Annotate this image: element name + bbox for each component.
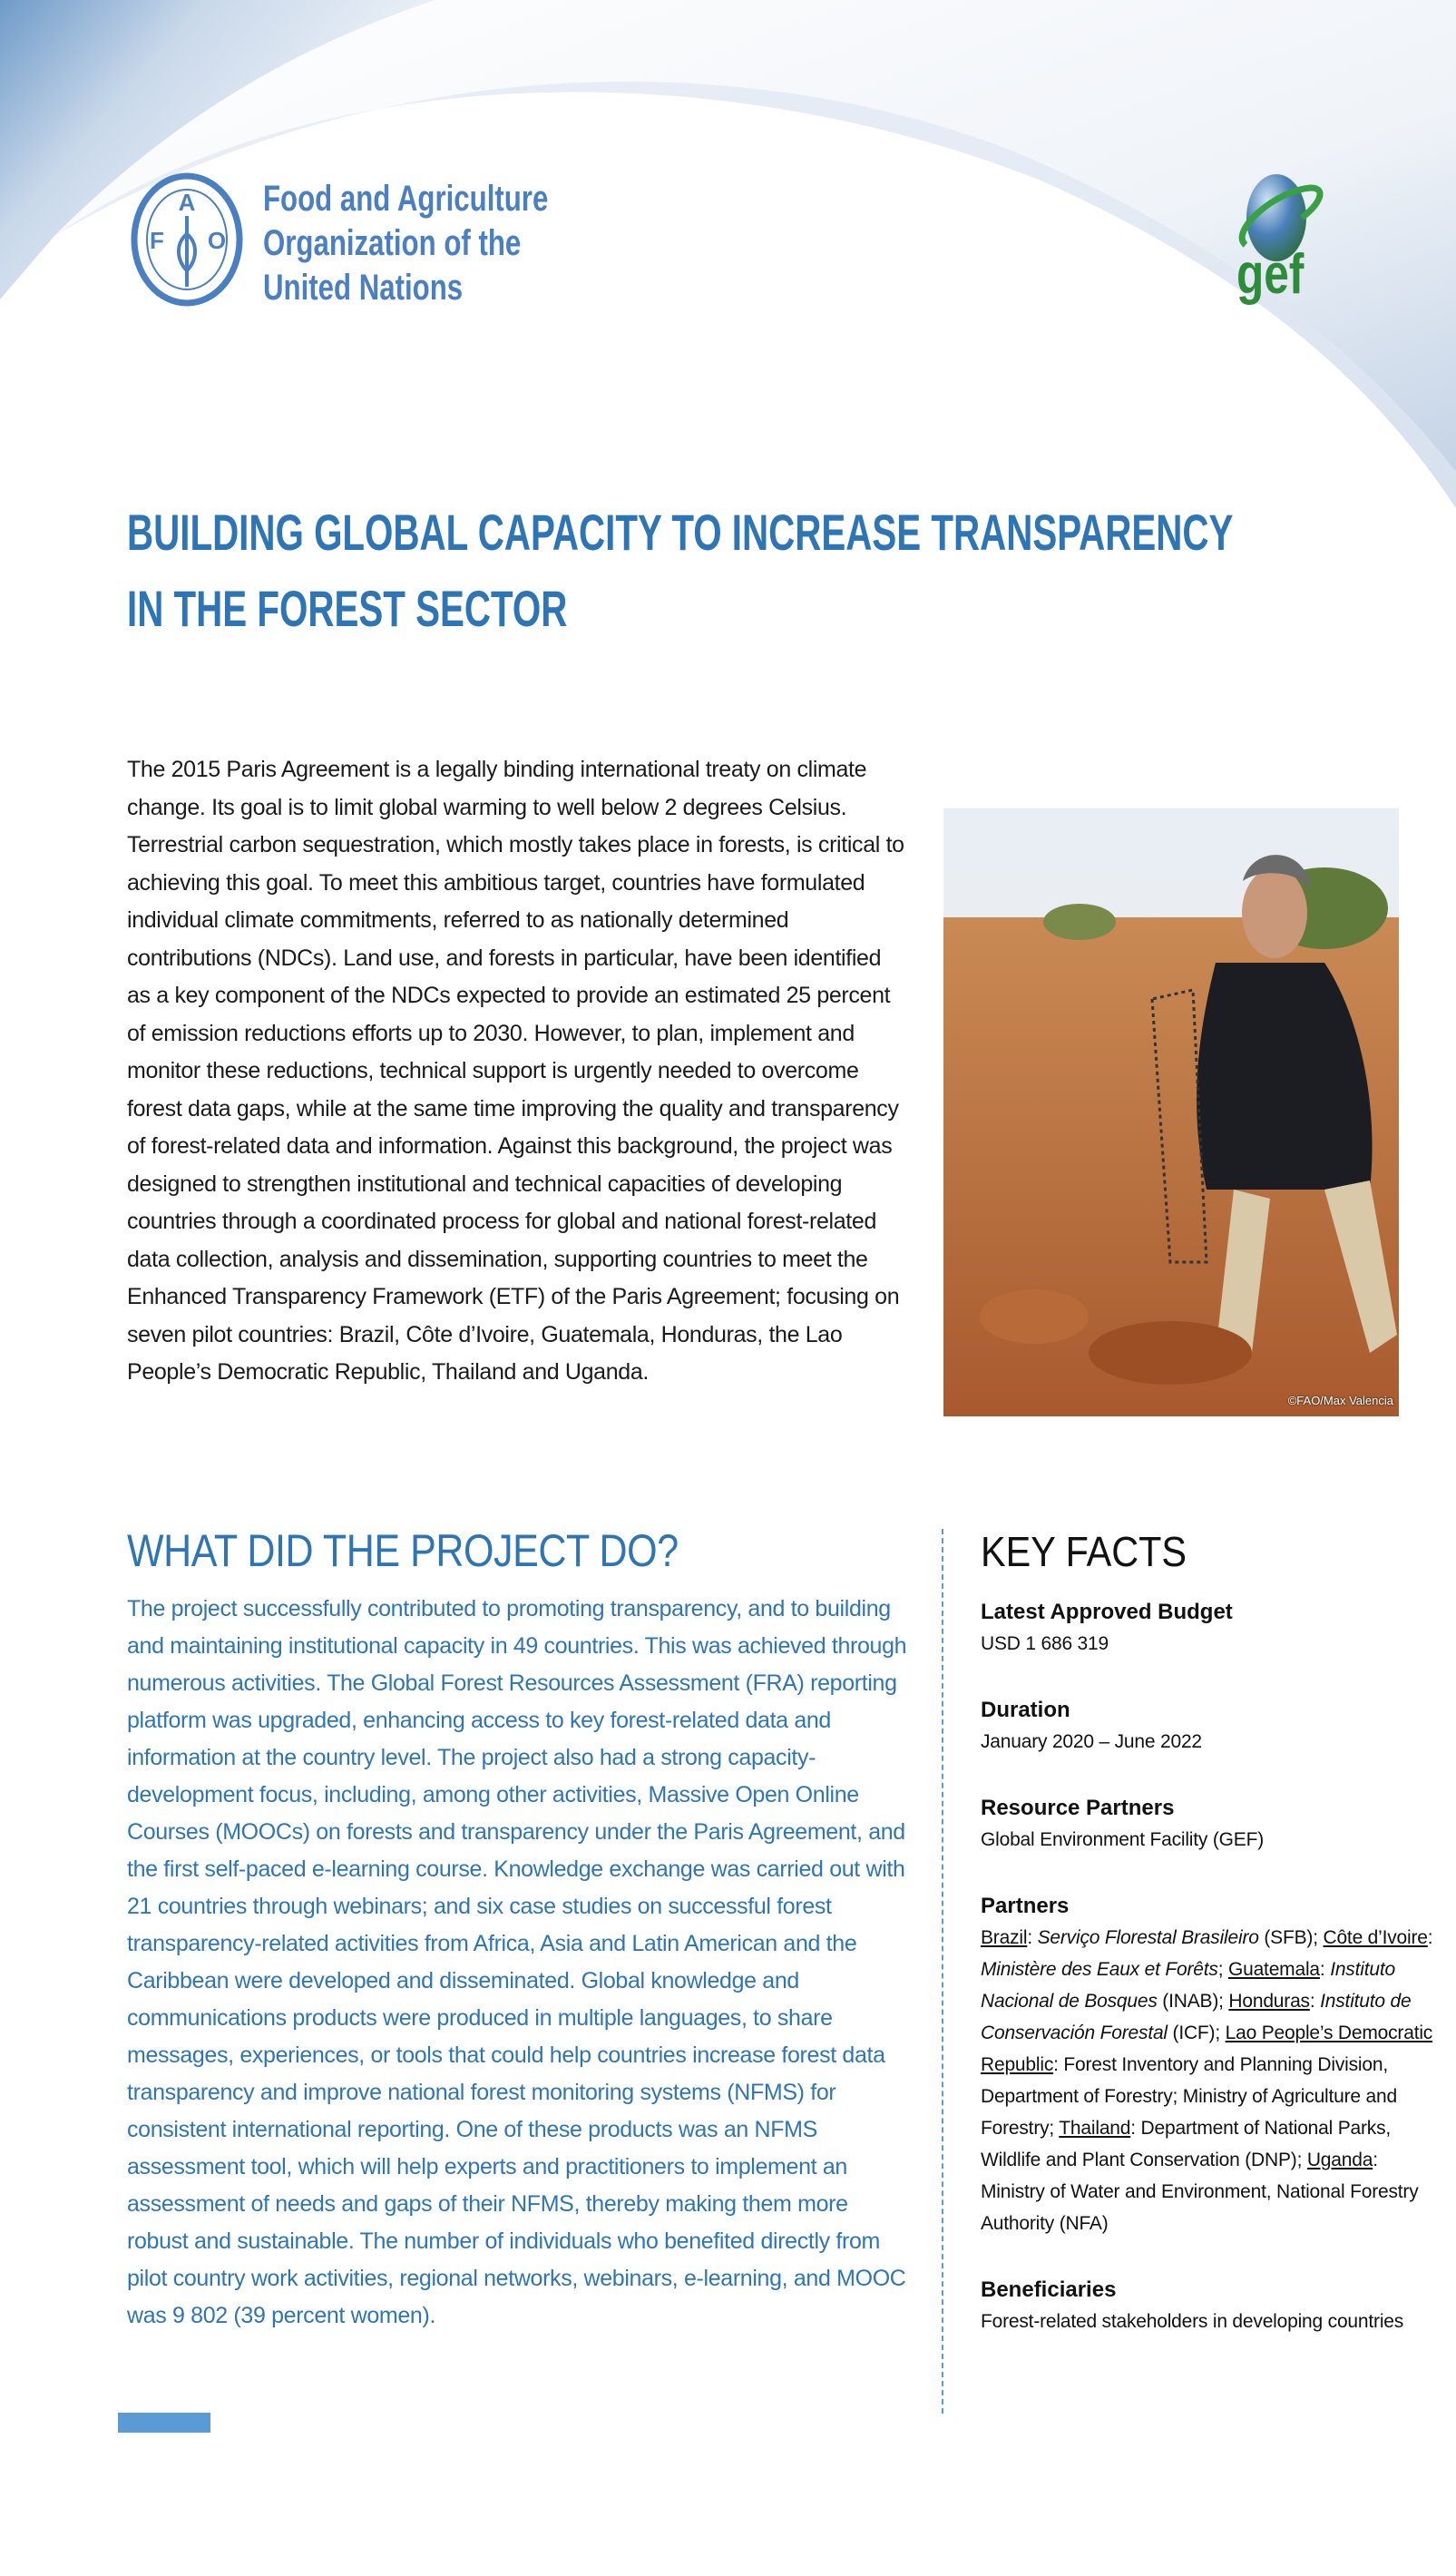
partner-separator: :: [1053, 2054, 1064, 2075]
photo-credit: ©FAO/Max Valencia: [1287, 1394, 1393, 1407]
page-title-line: IN THE FOREST SECTOR: [127, 580, 568, 637]
key-fact-value: January 2020 – June 2022: [981, 1731, 1202, 1752]
partner-country: Honduras: [1228, 1991, 1310, 2012]
key-fact-budget: [981, 1596, 1434, 1660]
gef-logo: [1220, 168, 1334, 322]
partner-detail: Department of National Parks, Wildlife and Plant Conservation (DNP);: [981, 2118, 1392, 2170]
page-title-line: BUILDING GLOBAL CAPACITY TO INCREASE TRANSPARENCY: [127, 504, 1234, 561]
fao-emblem-icon: [130, 171, 244, 309]
partner-detail: (SFB);: [1258, 1927, 1324, 1948]
partner-detail: (INAB);: [1157, 1991, 1229, 2012]
partner-detail: Ministry of Water and Environment, National Forestry Authority (NFA): [981, 2181, 1419, 2234]
key-fact-label: Duration: [981, 1698, 1070, 1722]
what-section-heading: WHAT DID THE PROJECT DO?: [127, 1525, 679, 1576]
what-section-body: The project successfully contributed to promoting transparency, and to building and maintaining institutional capacity in 49 countries. This was achieved through numerous activities. The Global Forest Resources Assessment (FRA) reporting platform was upgraded, enhancing access to key forest-related data and information at the country level. The project also had a strong capacity-development focus, including, among other activities, Massive Open Online Courses (MOOCs) on forests and transparency under the Paris Agreement, and the first self-paced e-learning course. Knowledge exchange was carried out with 21 countries through webinars; and six case studies on successful forest transparency-related activities from Africa, Asia and Latin American and the Caribbean were developed and disseminated. Global knowledge and communications products were produced in multiple languages, to share messages, experiences, or tools that could help countries increase forest data transparency and improve national forest monitoring systems (NFMS) for consistent international reporting. One of these products was an NFMS assessment tool, which will help experts and practitioners to implement an assessment of needs and gaps of their NFMS, thereby making them more robust and sustainable. The number of individuals who benefited directly from pilot country work activities, regional networks, webinars, e-learning, and MOOC was 9 802 (39 percent women).: [127, 1596, 907, 2328]
gef-wordmark: gef: [1236, 243, 1305, 306]
svg-text:F: F: [150, 227, 164, 254]
fao-wordmark-line: United Nations: [263, 268, 464, 308]
key-fact-duration: [981, 1694, 1434, 1758]
fao-wordmark-line: Food and Agriculture: [263, 179, 549, 219]
key-fact-value: Global Environment Facility (GEF): [981, 1829, 1264, 1850]
partner-country: Lao People’s Democratic Republic: [981, 2023, 1433, 2075]
partner-country: Côte d’Ivoire: [1323, 1927, 1428, 1948]
key-fact-label: Latest Approved Budget: [981, 1600, 1233, 1624]
fao-wordmark: [263, 177, 548, 310]
partner-organization: Serviço Florestal Brasileiro: [1037, 1927, 1259, 1948]
footer-accent-bar: [118, 2413, 210, 2433]
partner-separator: :: [1319, 1959, 1331, 1980]
partners-list: [981, 1922, 1434, 2239]
partner-organization: Instituto Nacional de Bosques: [981, 1959, 1395, 2012]
key-fact-label: Resource Partners: [981, 1796, 1175, 1820]
partner-country: Uganda: [1306, 2150, 1373, 2170]
key-fact-beneficiaries: [981, 2274, 1434, 2337]
partner-separator: :: [1309, 1991, 1321, 2012]
key-fact-partners: [981, 1890, 1434, 2239]
man-planting-tree-image: [943, 808, 1399, 1416]
key-fact-label: Beneficiaries: [981, 2277, 1117, 2302]
partner-separator: :: [1027, 1927, 1038, 1948]
fao-logo: [130, 171, 244, 313]
partner-detail: (ICF);: [1167, 2023, 1226, 2043]
partner-country: Guatemala: [1227, 1959, 1320, 1980]
key-fact-label: Partners: [981, 1894, 1070, 1918]
partner-detail: ;: [1217, 1959, 1228, 1980]
partner-detail: Forest Inventory and Planning Division, Department of Forestry; Ministry of Agriculture and Forestry;: [981, 2054, 1397, 2139]
key-fact-value: Forest-related stakeholders in developing countries: [981, 2311, 1404, 2332]
partner-country: Thailand: [1059, 2118, 1131, 2139]
key-fact-value: USD 1 686 319: [981, 1633, 1109, 1654]
partner-organization: Instituto de Conservación Forestal: [981, 1991, 1412, 2043]
partner-separator: :: [1130, 2118, 1141, 2139]
partner-separator: :: [1427, 1927, 1433, 1948]
project-photo: [943, 808, 1399, 1416]
svg-text:O: O: [207, 227, 227, 254]
key-fact-resource-partners: [981, 1792, 1434, 1856]
partner-separator: :: [1373, 2150, 1378, 2170]
partner-country: Brazil: [981, 1927, 1028, 1948]
partner-organization: Ministère des Eaux et Forêts: [981, 1959, 1218, 1980]
fao-wordmark-line: Organization of the: [263, 223, 522, 263]
svg-text:A: A: [178, 189, 196, 216]
column-divider: [942, 1529, 943, 2414]
key-facts-panel: [981, 1527, 1434, 2372]
key-facts-heading: KEY FACTS: [981, 1528, 1187, 1575]
intro-paragraph: The 2015 Paris Agreement is a legally binding international treaty on climate change. Its goal is to limit global warming to well below 2 degrees Celsius. Terrestrial carbon sequestration, which mostly takes place in forests, is critical to achieving this goal. To meet this ambitious target, countries have formulated individual climate commitments, referred to as nationally determined contributions (NDCs). Land use, and forests in particular, have been identified as a key component of the NDCs expected to provide an estimated 25 percent of emission reductions efforts up to 2030. However, to plan, implement and monitor these reductions, technical support is urgently needed to overcome forest data gaps, while at the same time improving the quality and transparency of forest-related data and information. Against this background, the project was designed to strengthen institutional and technical capacities of developing countries through a coordinated process for global and national forest-related data collection, analysis and dissemination, supporting countries to meet the Enhanced Transparency Framework (ETF) of the Paris Agreement; focusing on seven pilot countries: Brazil, Côte d’Ivoire, Guatemala, Honduras, the Lao People’s Democratic Republic, Thailand and Uganda.: [127, 757, 904, 1385]
page-title: [127, 495, 1233, 647]
